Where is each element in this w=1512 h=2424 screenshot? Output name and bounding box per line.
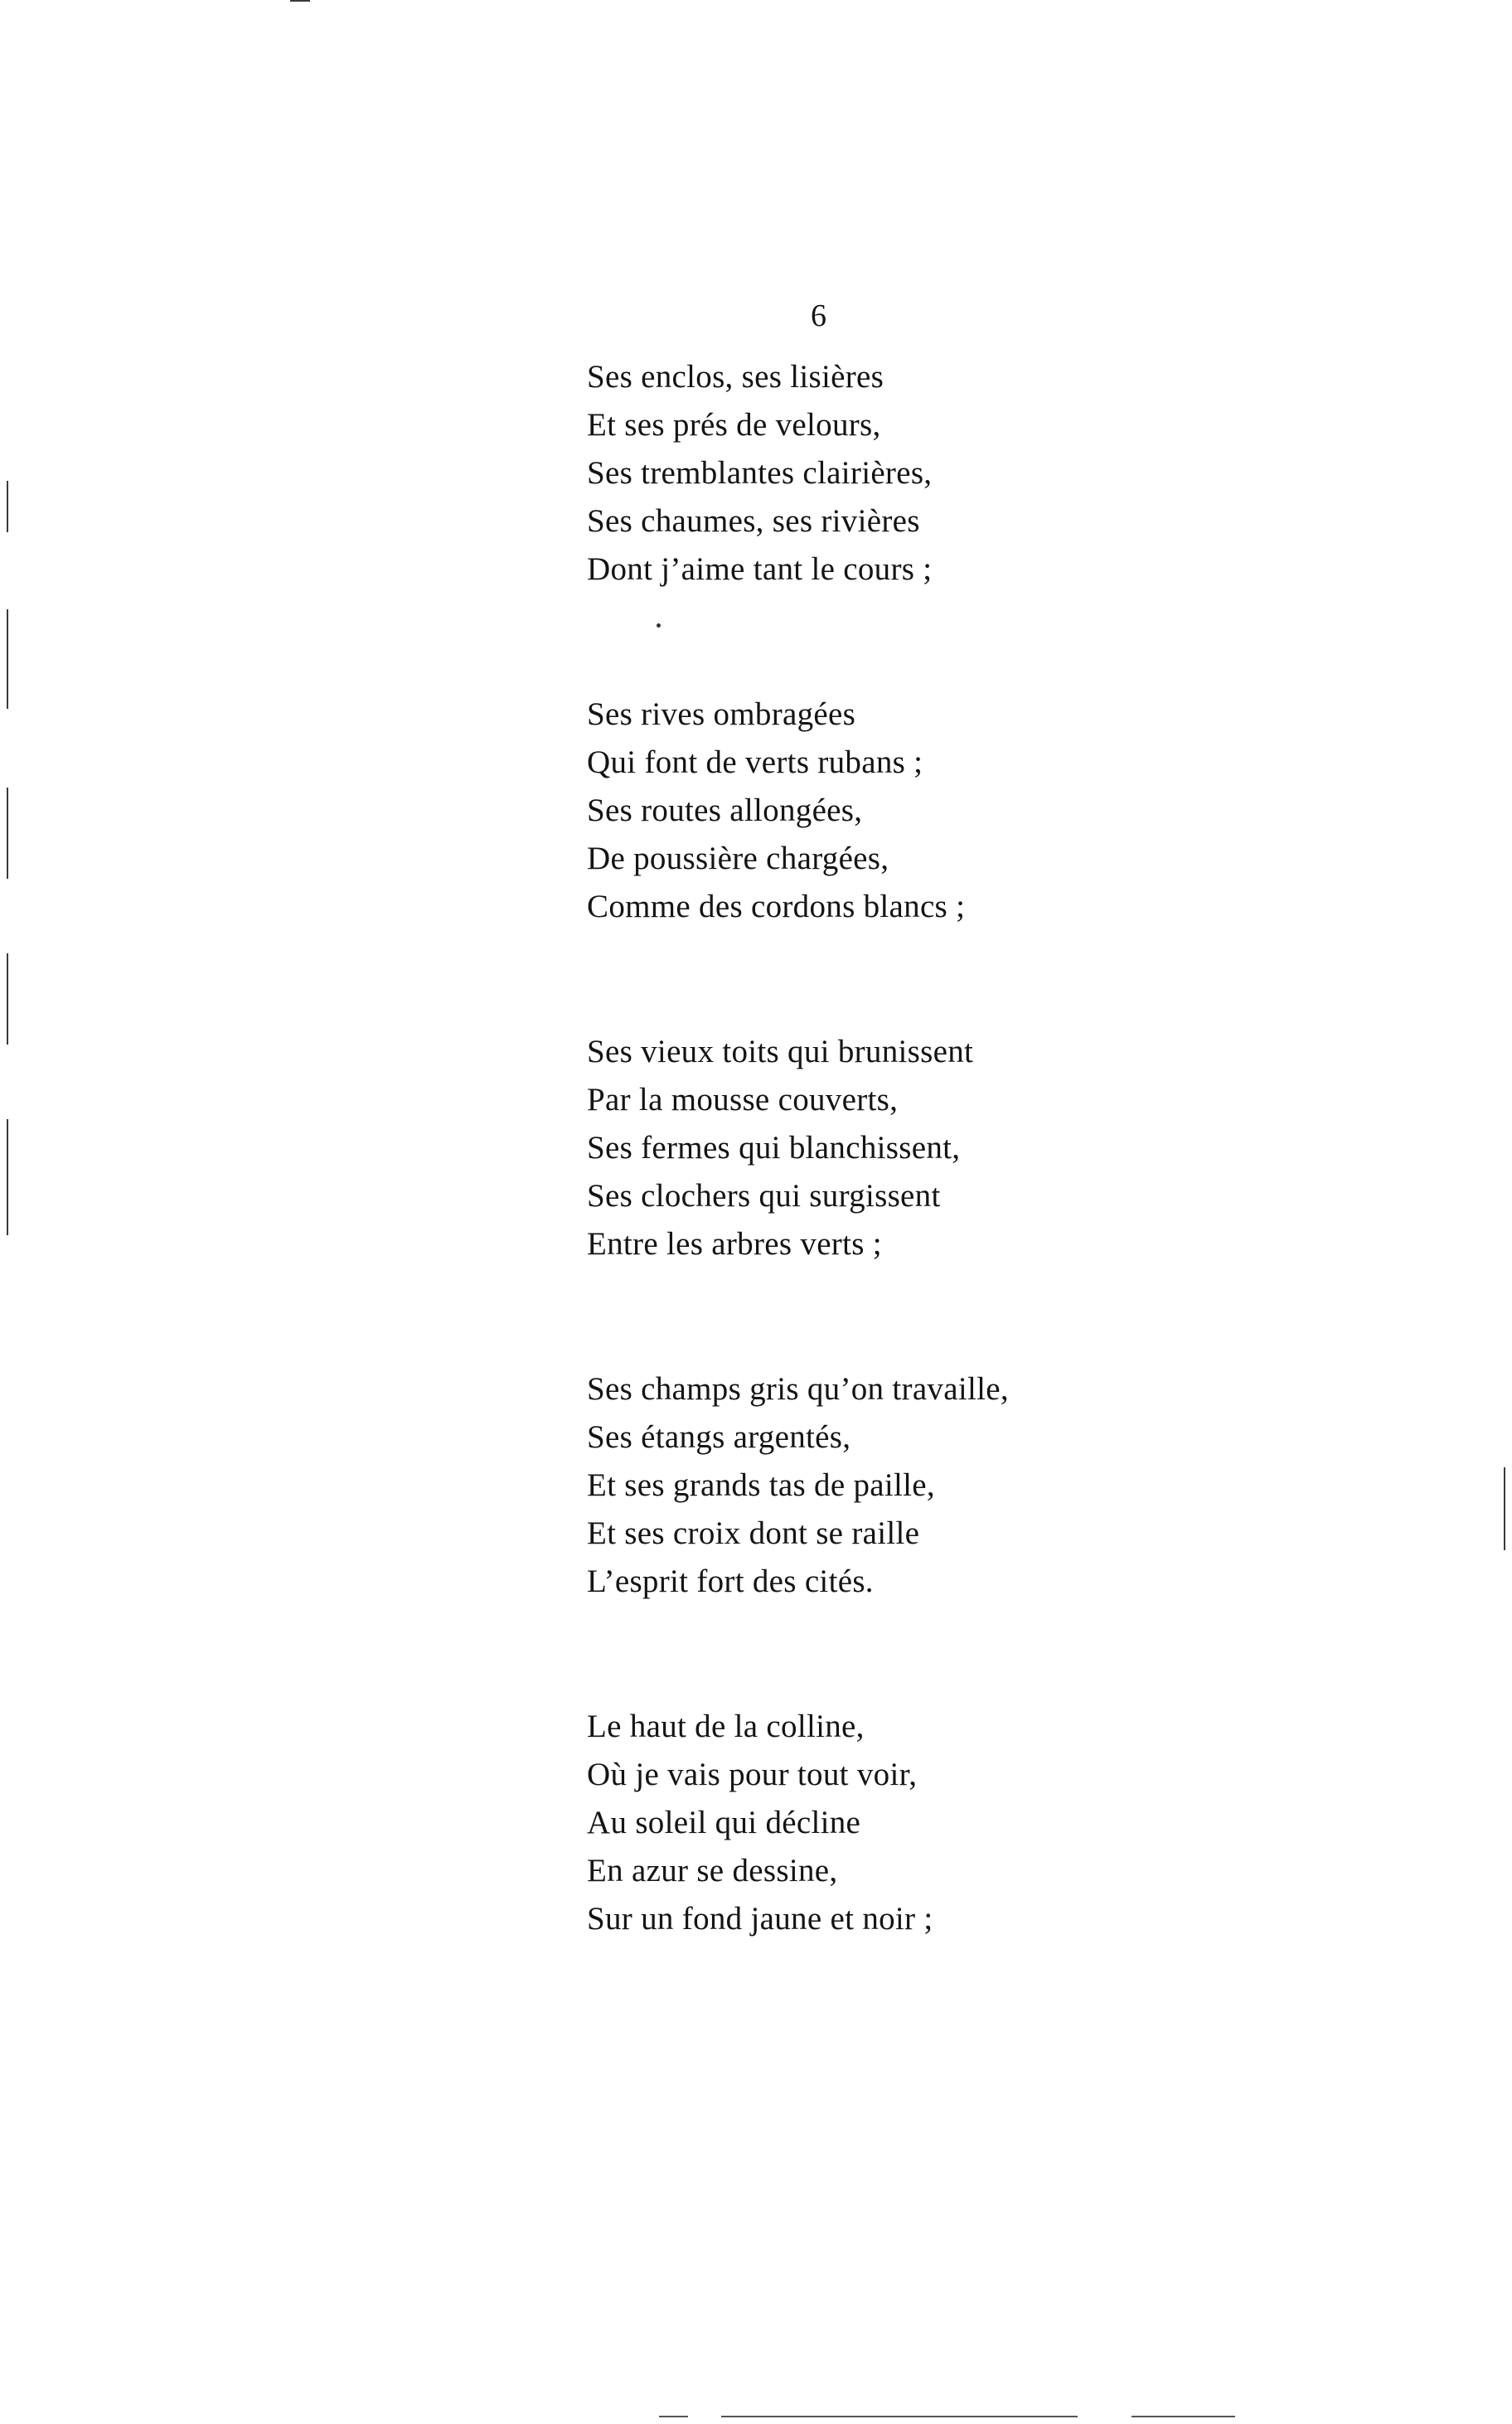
verse-line: Et ses croix dont se raille <box>587 1515 920 1551</box>
verse-line: Ses clochers qui surgissent <box>587 1178 941 1214</box>
verse-line: Ses chaumes, ses rivières <box>587 503 920 539</box>
scan-edge-mark <box>290 0 310 2</box>
verse-line: Le haut de la colline, <box>587 1709 865 1744</box>
verse-line: De poussière chargées, <box>587 841 889 876</box>
verse-line: Et ses grands tas de paille, <box>587 1467 935 1503</box>
scan-edge-mark <box>7 953 8 1045</box>
stanza-3 <box>587 1028 1333 1268</box>
scan-edge-mark <box>1504 1467 1505 1550</box>
verse-line: L’esprit fort des cités. <box>587 1563 874 1599</box>
scan-edge-mark <box>7 788 8 879</box>
stanza-1 <box>587 353 1333 594</box>
verse-line: Ses routes allongées, <box>587 793 863 828</box>
scan-edge-mark <box>7 481 8 532</box>
scan-edge-mark <box>7 609 8 709</box>
scan-edge-mark <box>7 1119 8 1235</box>
verse-line: Où je vais pour tout voir, <box>587 1757 918 1792</box>
verse-line: Ses rives ombragées <box>587 696 856 732</box>
verse-line: Dont j’aime tant le cours ; <box>587 551 933 587</box>
verse-line: Par la mousse couverts, <box>587 1082 899 1117</box>
verse-line: Qui font de verts rubans ; <box>587 744 923 780</box>
verse-line: Sur un fond jaune et noir ; <box>587 1901 933 1937</box>
verse-line: Ses vieux toits qui brunissent <box>587 1034 974 1069</box>
stanza-4 <box>587 1365 1333 1606</box>
verse-line: Comme des cordons blancs ; <box>587 889 966 924</box>
ink-speck <box>657 623 661 628</box>
verse-line: En azur se dessine, <box>587 1853 838 1888</box>
verse-line: Ses fermes qui blanchissent, <box>587 1130 961 1166</box>
stanza-5 <box>587 1703 1333 1943</box>
verse-line: Et ses prés de velours, <box>587 407 881 443</box>
verse-line: Ses étangs argentés, <box>587 1419 851 1455</box>
page-number: 6 <box>811 298 826 333</box>
verse-line: Entre les arbres verts ; <box>587 1226 882 1262</box>
verse-line: Ses champs gris qu’on travaille, <box>587 1371 1009 1407</box>
poem <box>587 353 1333 2040</box>
scan-edge-mark <box>721 2416 1078 2417</box>
scan-edge-mark <box>1132 2416 1235 2417</box>
stanza-2 <box>587 691 1333 931</box>
verse-line: Ses tremblantes clairières, <box>587 455 933 491</box>
verse-line: Au soleil qui décline <box>587 1805 861 1840</box>
verse-line: Ses enclos, ses lisières <box>587 359 884 395</box>
scan-edge-mark <box>659 2416 688 2417</box>
